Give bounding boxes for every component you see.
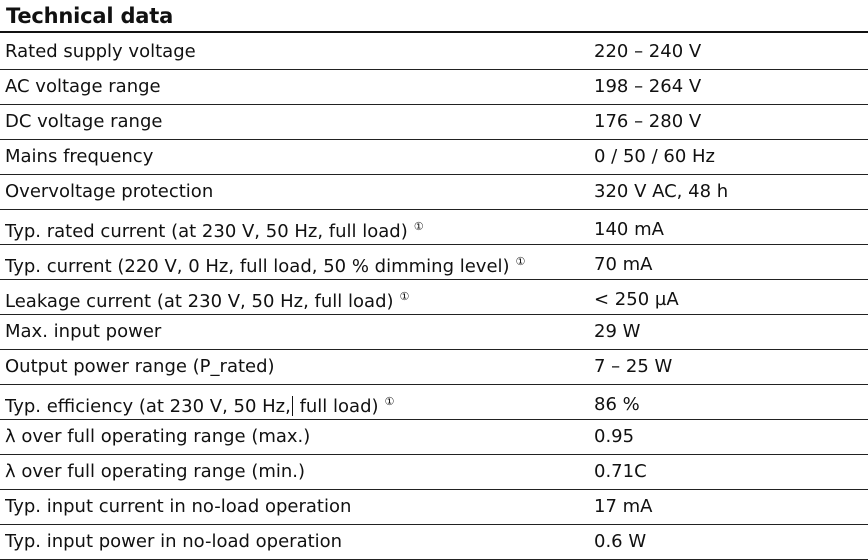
footnote-marker: ① (413, 220, 424, 233)
table-row (0, 490, 868, 525)
table-row (0, 455, 868, 490)
table-row (0, 35, 868, 70)
parameter-cell[interactable] (5, 385, 580, 419)
table-row (0, 140, 868, 175)
value-cell: 17 mA (594, 496, 653, 517)
table-row (0, 210, 868, 245)
parameter-cell (5, 210, 580, 244)
value-cell: 198 – 264 V (594, 76, 702, 97)
parameter-cell: AC voltage range (5, 76, 161, 97)
footnote-marker: ① (515, 255, 526, 268)
value-cell: 320 V AC, 48 h (594, 181, 729, 202)
footnote-marker: ① (399, 290, 410, 303)
table-row (0, 420, 868, 455)
value-cell: 86 % (594, 394, 640, 415)
value-cell: 0 / 50 / 60 Hz (594, 146, 715, 167)
table-row (0, 245, 868, 280)
parameter-text: Typ. rated current (at 230 V, 50 Hz, full load) (5, 221, 408, 242)
parameter-cell: λ over full operating range (max.) (5, 426, 311, 447)
value-cell: < 250 µA (594, 289, 679, 310)
value-cell: 29 W (594, 321, 641, 342)
parameter-cell: Mains frequency (5, 146, 154, 167)
value-cell: 140 mA (594, 219, 664, 240)
table-row (0, 70, 868, 105)
technical-data-table (0, 35, 868, 560)
table-row (0, 315, 868, 350)
table-row (0, 350, 868, 385)
parameter-cell: Overvoltage protection (5, 181, 214, 202)
parameter-text: Typ. efficiency (at 230 V, 50 Hz, (5, 396, 291, 417)
parameter-text: Typ. current (220 V, 0 Hz, full load, 50 % dimming level) (5, 256, 510, 277)
value-cell: 0.95 (594, 426, 635, 447)
text-cursor (292, 396, 293, 416)
parameter-cell: Rated supply voltage (5, 41, 196, 62)
footnote-marker: ① (384, 395, 395, 408)
value-cell: 70 mA (594, 254, 653, 275)
parameter-cell: DC voltage range (5, 111, 163, 132)
parameter-text: full load) (293, 396, 379, 417)
table-row (0, 175, 868, 210)
value-cell: 0.6 W (594, 531, 647, 552)
table-row (0, 525, 868, 560)
section-title: Technical data (6, 4, 174, 28)
parameter-cell: λ over full operating range (min.) (5, 461, 306, 482)
parameter-cell: Max. input power (5, 321, 162, 342)
value-cell: 0.71C (594, 461, 647, 482)
table-row (0, 105, 868, 140)
parameter-cell: Output power range (P_rated) (5, 356, 275, 377)
table-row (0, 280, 868, 315)
parameter-cell: Typ. input current in no-load operation (5, 496, 352, 517)
title-divider (0, 31, 868, 33)
parameter-text: Leakage current (at 230 V, 50 Hz, full load) (5, 291, 394, 312)
value-cell: 220 – 240 V (594, 41, 702, 62)
parameter-cell: Typ. input power in no-load operation (5, 531, 343, 552)
table-row (0, 385, 868, 420)
value-cell: 7 – 25 W (594, 356, 673, 377)
value-cell: 176 – 280 V (594, 111, 702, 132)
parameter-cell (5, 280, 580, 314)
parameter-cell (5, 245, 580, 279)
